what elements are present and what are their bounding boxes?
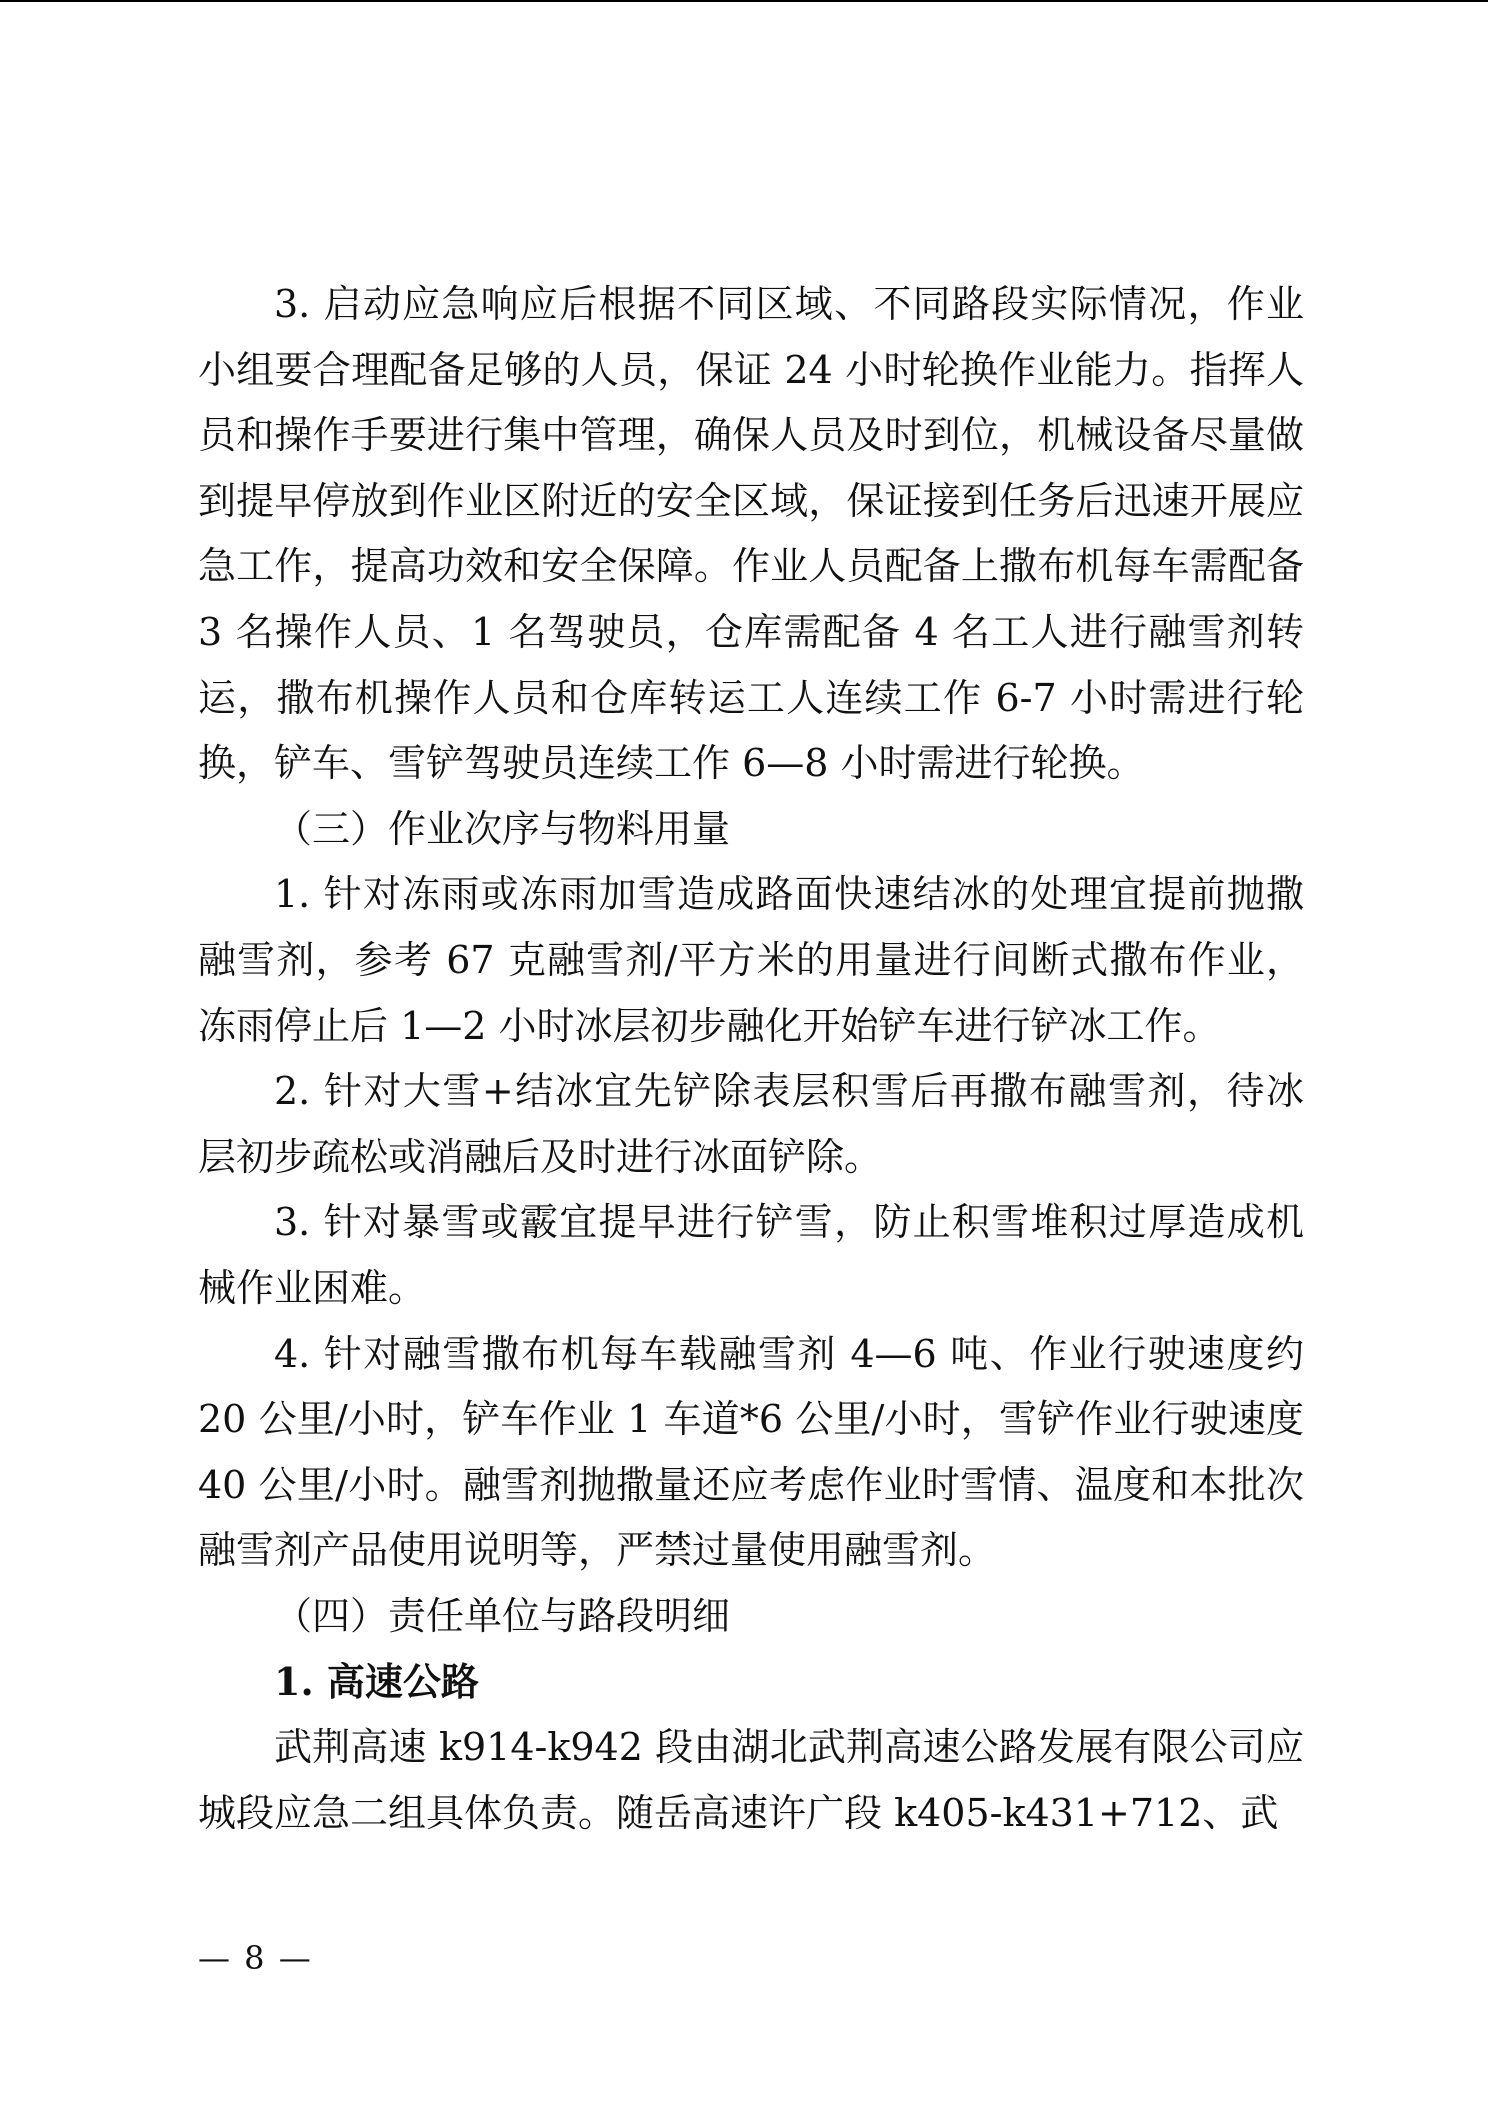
paragraph-freezing-rain: 1. 针对冻雨或冻雨加雪造成路面快速结冰的处理宜提前抛撒融雪剂，参考 67 克融雪剂/平方米的用量进行间断式撒布作业，冻雨停止后 1—2 小时冰层初步融化开始铲车进行铲冰工作。: [198, 872, 1304, 1048]
paragraph-expressway-sections: 武荆高速 k914-k942 段由湖北武荆高速公路发展有限公司应城段应急二组具体负责。随岳高速许广段 k405-k431+712、武: [198, 1725, 1304, 1835]
page-number: — 8 —: [198, 1939, 313, 1977]
document-body: [198, 272, 1304, 1846]
paragraph-heavy-snow-ice: 2. 针对大雪+结冰宜先铲除表层积雪后再撒布融雪剂，待冰层初步疏松或消融后及时进行冰面铲除。: [198, 1069, 1304, 1179]
section-heading-operation-order: （三）作业次序与物料用量: [274, 806, 731, 851]
section-heading-responsible-units: （四）责任单位与路段明细: [274, 1593, 731, 1638]
paragraph-staffing: 3. 启动应急响应后根据不同区域、不同路段实际情况，作业小组要合理配备足够的人员，保证 24 小时轮换作业能力。指挥人员和操作手要进行集中管理，确保人员及时到位，机械设备尽量做到提早停放到作业区附近的安全区域，保证接到任务后迅速开展应急工作，提高功效和安全保障。作业人员配备上撒布机每车需配备 3 名操作人员、1 名驾驶员，仓库需配备 4 名工人进行融雪剂转运，撒布机操作人员和仓库转运工人连续工作 6-7 小时需进行轮换，铲车、雪铲驾驶员连续工作 6—8 小时需进行轮换。: [198, 282, 1304, 786]
paragraph-equipment-rates: 4. 针对融雪撒布机每车载融雪剂 4—6 吨、作业行驶速度约 20 公里/小时，铲车作业 1 车道*6 公里/小时，雪铲作业行驶速度 40 公里/小时。融雪剂抛撒量还应考虑作业时雪情、温度和本批次融雪剂产品使用说明等，严禁过量使用融雪剂。: [198, 1331, 1304, 1573]
paragraph-blizzard: 3. 针对暴雪或霰宜提早进行铲雪，防止积雪堆积过厚造成机械作业困难。: [198, 1200, 1304, 1310]
top-border-rule: [0, 0, 1488, 2]
subsection-heading-expressway: 1. 高速公路: [274, 1659, 479, 1705]
